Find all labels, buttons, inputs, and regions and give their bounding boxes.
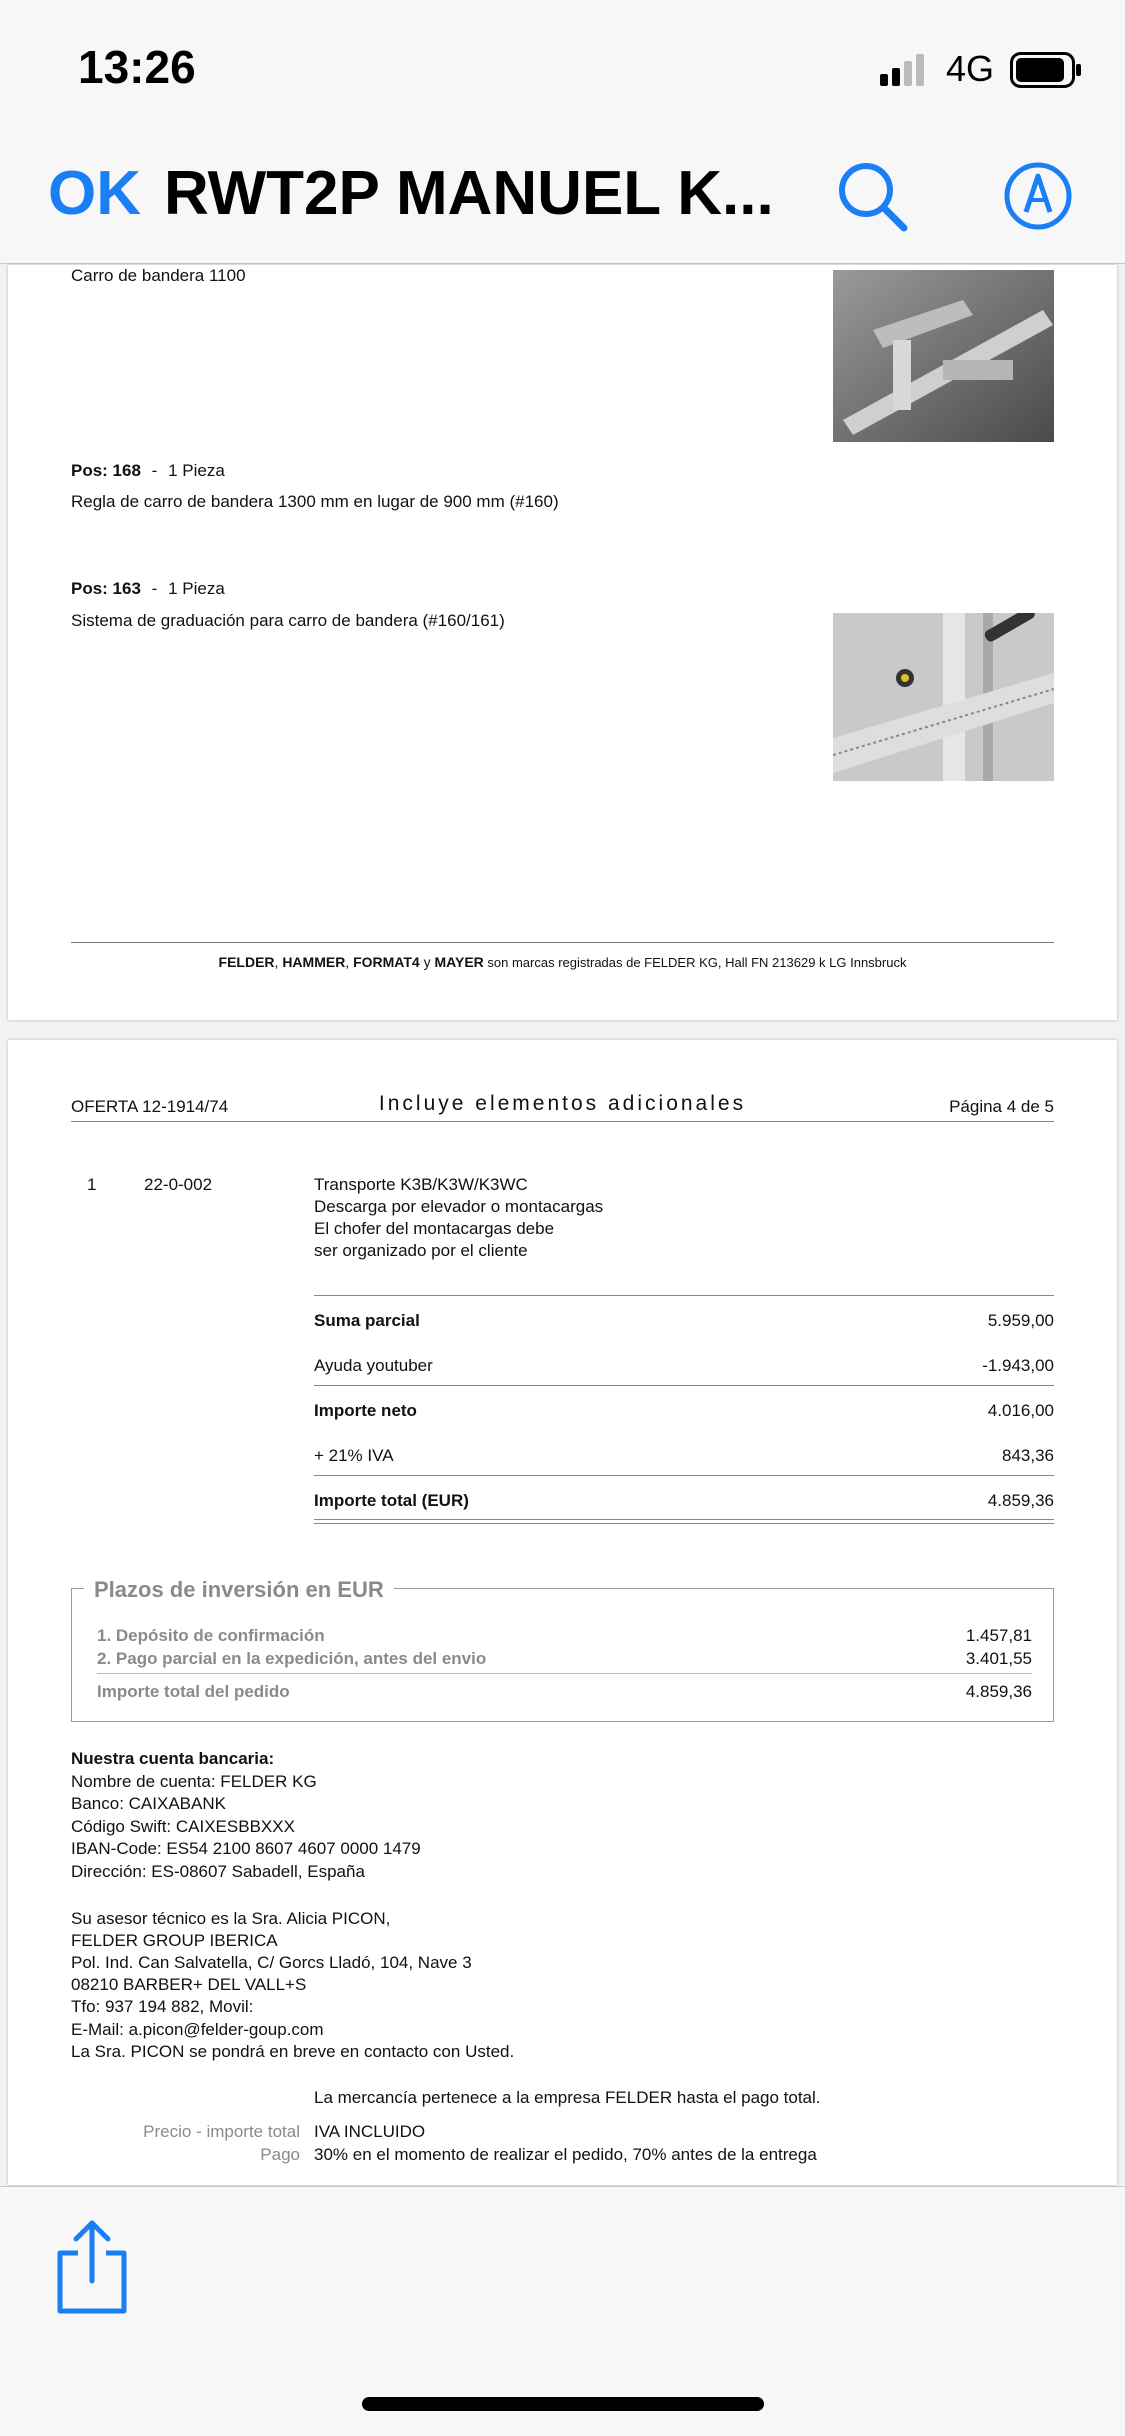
pos168-desc: Regla de carro de bandera 1300 mm en lugar de 900 mm (#160) <box>71 492 559 511</box>
plazos-total-label: Importe total del pedido <box>97 1682 290 1701</box>
pos163-sep: - <box>151 579 158 598</box>
pdf-page-4 <box>8 1040 1117 2185</box>
vat-label: + 21% IVA <box>314 1446 394 1465</box>
advisor-line: La Sra. PICON se pondrá en breve en contacto con Usted. <box>71 2042 515 2061</box>
pos168-label: Pos: 168 <box>71 461 141 480</box>
total-value: 4.859,36 <box>987 1491 1054 1510</box>
signal-icon <box>880 54 928 86</box>
document-title: RWT2P MANUEL K... <box>164 159 774 228</box>
advisor-email[interactable]: E-Mail: a.picon@felder-goup.com <box>71 2020 324 2039</box>
totals-rule-bottom-2 <box>314 1523 1054 1524</box>
trademark-sep: y <box>419 954 435 970</box>
pos163-qty: 1 Pieza <box>168 579 225 598</box>
price-label: Precio - importe total <box>143 2122 300 2141</box>
totals-rule-top <box>314 1295 1054 1296</box>
plazo-1-value: 1.457,81 <box>965 1626 1032 1645</box>
plazos-total-value: 4.859,36 <box>965 1682 1032 1701</box>
payment-value: 30% en el momento de realizar el pedido, 70% antes de la entrega <box>314 2145 817 2164</box>
total-label: Importe total (EUR) <box>314 1491 469 1510</box>
plazo-2-label: 2. Pago parcial en la expedición, antes del envio <box>97 1649 487 1668</box>
bank-line: Código Swift: CAIXESBBXXX <box>71 1817 295 1836</box>
payment-label: Pago <box>260 2145 300 2164</box>
discount-label: Ayuda youtuber <box>314 1356 433 1375</box>
line-qty: 1 <box>87 1175 97 1194</box>
line-desc-3: El chofer del montacargas debe <box>314 1219 555 1238</box>
bank-line: Nombre de cuenta: FELDER KG <box>71 1772 317 1791</box>
totals-rule-2 <box>314 1385 1054 1386</box>
line-desc-2: Descarga por elevador o montacargas <box>314 1197 604 1216</box>
search-icon[interactable] <box>836 160 908 232</box>
trademark-sep: , <box>274 954 283 970</box>
plazos-title: Plazos de inversión en EUR <box>84 1576 394 1604</box>
trademark-format4: FORMAT4 <box>353 954 420 970</box>
flag-carriage-photo <box>833 270 1054 442</box>
advisor-line: FELDER GROUP IBERICA <box>71 1931 278 1950</box>
pos163-line <box>71 578 225 600</box>
network-type: 4G <box>946 48 995 89</box>
advisor-line: Pol. Ind. Can Salvatella, C/ Gorcs Lladó, 104, Nave 3 <box>71 1953 472 1972</box>
advisor-line: 08210 BARBER+ DEL VALL+S <box>71 1975 307 1994</box>
ownership-note: La mercancía pertenece a la empresa FELDER hasta el pago total. <box>314 2088 821 2107</box>
trademark-hammer: HAMMER <box>282 954 346 970</box>
home-indicator[interactable] <box>362 2397 764 2411</box>
bank-line: Dirección: ES-08607 Sabadell, España <box>71 1862 365 1881</box>
vat-value: 843,36 <box>1002 1446 1054 1465</box>
plazos-rule <box>97 1673 1032 1674</box>
line-desc-1: Transporte K3B/K3W/K3WC <box>314 1175 528 1194</box>
advisor-line: Tfo: 937 194 882, Movil: <box>71 1997 254 2016</box>
trademark-sep: , <box>345 954 354 970</box>
line-desc-4: ser organizado por el cliente <box>314 1241 528 1260</box>
subtotal-label: Suma parcial <box>314 1311 420 1330</box>
plazo-2-value: 3.401,55 <box>965 1649 1032 1668</box>
totals-rule-3 <box>314 1475 1054 1476</box>
pos168-sep: - <box>151 461 158 480</box>
page3-footer-rule <box>71 942 1054 943</box>
net-label: Importe neto <box>314 1401 417 1420</box>
bank-line: Banco: CAIXABANK <box>71 1794 226 1813</box>
bank-title: Nuestra cuenta bancaria: <box>71 1749 275 1768</box>
status-bar <box>0 0 1125 130</box>
line-code: 22-0-002 <box>144 1175 213 1194</box>
trademark-footer <box>8 951 1117 974</box>
trademark-mayer: MAYER <box>434 954 484 970</box>
page-number: Página 4 de 5 <box>949 1097 1054 1116</box>
bank-line: IBAN-Code: ES54 2100 8607 4607 0000 1479 <box>71 1839 421 1858</box>
pdf-page-3 <box>8 265 1117 1020</box>
pos168-line <box>71 460 225 482</box>
advisor-line: Su asesor técnico es la Sra. Alicia PICON, <box>71 1909 391 1928</box>
share-icon[interactable] <box>52 2217 132 2317</box>
pos168-qty: 1 Pieza <box>168 461 225 480</box>
net-value: 4.016,00 <box>987 1401 1054 1420</box>
trademark-felder: FELDER <box>218 954 275 970</box>
item-description: Carro de bandera 1100 <box>71 266 246 285</box>
page-heading: Incluye elementos adicionales <box>378 1092 747 1115</box>
plazo-1-label: 1. Depósito de confirmación <box>97 1626 325 1645</box>
header-rule <box>71 1121 1054 1122</box>
discount-value: -1.943,00 <box>982 1356 1054 1375</box>
offer-number: OFERTA 12-1914/74 <box>71 1097 229 1116</box>
battery-icon <box>1010 52 1082 88</box>
totals-rule-bottom-1 <box>314 1519 1054 1520</box>
markup-icon[interactable] <box>1002 160 1074 232</box>
pos163-label: Pos: 163 <box>71 579 141 598</box>
graduation-system-photo <box>833 613 1054 781</box>
ok-button[interactable]: OK <box>48 159 141 228</box>
trademark-text: son marcas registradas de FELDER KG, Hall FN 213629 k LG Innsbruck <box>483 955 907 970</box>
price-value: IVA INCLUIDO <box>314 2122 426 2141</box>
status-time: 13:26 <box>78 41 196 93</box>
subtotal-value: 5.959,00 <box>987 1311 1054 1330</box>
pos163-desc: Sistema de graduación para carro de bandera (#160/161) <box>71 611 505 630</box>
